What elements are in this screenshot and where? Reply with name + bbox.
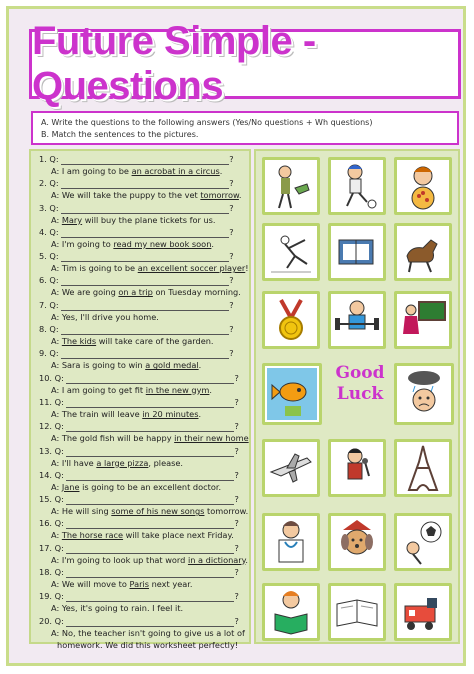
question-label: Q: bbox=[49, 324, 59, 335]
answer-underlined: a gold medal bbox=[145, 360, 199, 371]
title-box bbox=[29, 19, 461, 108]
question-item bbox=[39, 591, 243, 615]
question-line: 4. Q: ? bbox=[39, 226, 234, 237]
question-label: Q: bbox=[49, 226, 59, 237]
rain-man-icon bbox=[394, 363, 454, 425]
question-line: 9. Q: ? bbox=[39, 348, 234, 359]
question-label: Q: bbox=[49, 348, 59, 359]
question-line: 13. Q: ? bbox=[39, 445, 239, 456]
answer-line bbox=[39, 578, 243, 590]
item-number: 5. bbox=[39, 251, 47, 262]
answer-end: . bbox=[209, 384, 213, 395]
item-number: 19. bbox=[39, 591, 53, 602]
item-number: 6. bbox=[39, 275, 47, 286]
gym-man-icon bbox=[328, 291, 386, 349]
answer-blank[interactable] bbox=[61, 253, 229, 262]
item-number: 17. bbox=[39, 542, 53, 553]
question-label: Q: bbox=[49, 154, 59, 164]
question-item bbox=[39, 397, 243, 421]
answer-text: A: bbox=[51, 214, 62, 225]
answer-end: is going to be an excellent doctor. bbox=[79, 481, 222, 492]
question-label: Q: bbox=[54, 615, 64, 626]
question-line: 2. Q: ? bbox=[39, 178, 234, 189]
question-item bbox=[39, 203, 243, 227]
answer-blank[interactable] bbox=[66, 472, 234, 481]
answer-blank[interactable] bbox=[61, 350, 229, 359]
answer-end: will take care of the garden. bbox=[96, 336, 214, 347]
doctor-icon bbox=[262, 513, 320, 571]
answer-end: will take place next Friday. bbox=[123, 530, 234, 541]
answer-underlined: an acrobat in a circus bbox=[131, 166, 220, 176]
answer-underlined: an excellent soccer player bbox=[137, 263, 246, 274]
item-number: 15. bbox=[39, 494, 53, 505]
question-line: 11. Q: ? bbox=[39, 396, 239, 407]
answer-underlined: Mary bbox=[61, 214, 83, 225]
answer-line bbox=[39, 286, 243, 298]
question-label: Q: bbox=[54, 518, 64, 529]
answer-line bbox=[39, 189, 243, 201]
question-item bbox=[39, 567, 243, 591]
answer-underlined: on a trip bbox=[118, 287, 153, 298]
question-line: 19. Q: ? bbox=[39, 591, 239, 602]
question-label: Q: bbox=[54, 421, 64, 432]
answer-text: A: The train will leave bbox=[51, 408, 143, 419]
question-label: Q: bbox=[49, 299, 59, 310]
question-item bbox=[39, 227, 243, 251]
question-item bbox=[39, 251, 249, 275]
answer-blank[interactable] bbox=[61, 156, 229, 165]
acrobat-icon bbox=[262, 223, 320, 281]
question-line: 20. Q: ? bbox=[39, 615, 239, 626]
question-label: Q: bbox=[54, 494, 64, 505]
eiffel-tower-icon bbox=[394, 439, 452, 497]
answer-underlined: read my new book soon bbox=[113, 238, 212, 249]
answer-line bbox=[39, 408, 243, 420]
question-line: 16. Q: ? bbox=[39, 518, 239, 529]
question-item bbox=[39, 518, 243, 542]
question-item bbox=[39, 300, 243, 324]
answer-line bbox=[39, 554, 248, 566]
goldfish-icon bbox=[262, 363, 322, 425]
question-label: Q: bbox=[54, 567, 64, 578]
question-label: Q: bbox=[49, 275, 59, 286]
item-number: 16. bbox=[39, 518, 53, 529]
answer-end: . bbox=[238, 190, 242, 201]
item-number: 20. bbox=[39, 615, 53, 626]
question-label: Q: bbox=[54, 542, 64, 553]
train-icon bbox=[394, 583, 452, 641]
answer-underlined: some of his new songs bbox=[111, 506, 205, 517]
answer-underlined: in 20 minutes bbox=[142, 408, 199, 419]
answer-end: . bbox=[198, 360, 202, 371]
question-item bbox=[39, 615, 245, 650]
question-line: 7. Q: ? bbox=[39, 299, 234, 310]
questions-panel bbox=[29, 149, 251, 650]
answer-underlined: The kids bbox=[61, 336, 97, 347]
answer-line bbox=[39, 457, 243, 469]
answer-end: tomorrow. bbox=[204, 506, 249, 517]
puppy-icon bbox=[328, 513, 386, 571]
answer-blank[interactable] bbox=[66, 423, 234, 432]
answer-text: A: bbox=[51, 336, 62, 347]
question-line: 8. Q: ? bbox=[39, 324, 234, 335]
item-number: 4. bbox=[39, 226, 47, 237]
answer-end: will buy the plane tickets for us. bbox=[82, 214, 216, 225]
question-label: Q: bbox=[54, 591, 64, 602]
question-label: Q: bbox=[54, 469, 64, 480]
item-number: 11. bbox=[39, 396, 53, 407]
page-title: Future Simple - Questions bbox=[32, 19, 316, 108]
answer-text: A: I am going to get fit bbox=[51, 384, 146, 395]
question-line: 18. Q: ? bbox=[39, 567, 239, 578]
question-line: 14. Q: ? bbox=[39, 469, 239, 480]
good-luck-text bbox=[328, 363, 392, 419]
question-line: 1. Q: ? bbox=[39, 154, 234, 164]
question-line: 6. Q: ? bbox=[39, 275, 234, 286]
answer-end: on Tuesday morning. bbox=[152, 287, 241, 298]
answer-blank[interactable] bbox=[66, 375, 234, 384]
good-word: Good bbox=[335, 363, 385, 383]
answer-text: A: I am going to be bbox=[51, 166, 132, 176]
item-number: 14. bbox=[39, 469, 53, 480]
question-item bbox=[39, 178, 243, 202]
answer-line-2: homework. We did this worksheet perfectly! bbox=[57, 639, 239, 650]
answer-line bbox=[39, 335, 243, 347]
question-item bbox=[39, 324, 243, 348]
answer-blank[interactable] bbox=[66, 520, 234, 529]
answer-text: A: Tim is going to be bbox=[51, 263, 138, 274]
answer-text: A: No, the teacher isn't going to give us a lot of bbox=[51, 627, 245, 638]
answer-line bbox=[39, 602, 243, 614]
answer-text: A: Yes, it's going to rain. I feel it. bbox=[51, 603, 184, 614]
answer-line bbox=[39, 165, 243, 177]
item-number: 3. bbox=[39, 202, 47, 213]
soccer-boy-icon bbox=[328, 157, 386, 215]
book-icon bbox=[328, 223, 386, 281]
answer-line bbox=[39, 432, 249, 444]
answer-underlined: in the new gym bbox=[145, 384, 210, 395]
answer-end: . bbox=[211, 238, 214, 249]
answer-text: A: Sara is going to win bbox=[51, 360, 146, 371]
answer-underlined: a large pizza bbox=[96, 457, 149, 468]
luck-word: Luck bbox=[336, 384, 384, 404]
item-number: 2. bbox=[39, 178, 47, 189]
question-item bbox=[39, 421, 249, 445]
item-number: 9. bbox=[39, 348, 47, 359]
item-number: 18. bbox=[39, 567, 53, 578]
answer-blank[interactable] bbox=[61, 229, 229, 238]
answer-end: ! bbox=[245, 263, 249, 274]
answer-text: A: I'll have bbox=[51, 457, 97, 468]
item-number: 8. bbox=[39, 324, 47, 335]
question-label: Q: bbox=[49, 202, 59, 213]
singer-icon bbox=[328, 439, 386, 497]
answer-end: . bbox=[198, 408, 202, 419]
answer-text: A: He will sing bbox=[51, 506, 112, 517]
question-line: 17. Q: ? bbox=[39, 542, 239, 553]
gardener-icon bbox=[262, 157, 320, 215]
question-line: 3. Q: ? bbox=[39, 202, 234, 213]
pictures-panel bbox=[254, 149, 460, 644]
question-line: 5. Q: ? bbox=[39, 251, 234, 262]
answer-text: A: We will move to bbox=[51, 579, 130, 590]
answer-text: A: I'm going to look up that word bbox=[51, 554, 188, 565]
question-item bbox=[39, 348, 243, 372]
answer-underlined: in their new home bbox=[174, 433, 249, 444]
answer-blank[interactable] bbox=[66, 496, 234, 505]
teacher-board-icon bbox=[394, 291, 452, 349]
answer-blank[interactable] bbox=[66, 448, 234, 457]
answer-blank[interactable] bbox=[66, 618, 234, 627]
answer-end: . bbox=[245, 554, 248, 565]
question-label: Q: bbox=[54, 396, 64, 407]
answer-blank[interactable] bbox=[61, 205, 229, 214]
answer-blank[interactable] bbox=[61, 302, 229, 311]
soccer-ball-icon bbox=[394, 513, 452, 571]
worksheet bbox=[6, 6, 466, 666]
question-item bbox=[39, 494, 249, 518]
answer-line bbox=[39, 238, 243, 250]
answer-line bbox=[39, 262, 249, 274]
question-item bbox=[39, 470, 243, 494]
answer-blank[interactable] bbox=[61, 277, 229, 286]
answer-text: A: We will take the puppy to the vet bbox=[51, 190, 201, 201]
answer-text: A: bbox=[51, 481, 62, 492]
item-number: 13. bbox=[39, 445, 53, 456]
instruction-a: A. Write the questions to the following answers (Yes/No questions + Wh questions) bbox=[41, 118, 373, 127]
instructions-box bbox=[31, 111, 459, 145]
item-number: 7. bbox=[39, 299, 47, 310]
answer-line bbox=[39, 505, 249, 517]
answer-line bbox=[39, 214, 243, 226]
question-item bbox=[39, 373, 243, 397]
item-number: 1. bbox=[39, 154, 47, 164]
question-line: 10. Q: ? bbox=[39, 372, 239, 383]
dictionary-icon bbox=[328, 583, 386, 641]
answer-end: next year. bbox=[149, 579, 193, 590]
item-number: 12. bbox=[39, 421, 53, 432]
answer-underlined: The horse race bbox=[61, 530, 124, 541]
answer-text: A: We are going bbox=[51, 287, 119, 298]
answer-blank[interactable] bbox=[61, 180, 229, 189]
answer-line bbox=[39, 384, 243, 396]
answer-line bbox=[39, 627, 243, 639]
instruction-b: B. Match the sentences to the pictures. bbox=[41, 130, 199, 139]
answer-underlined: in a dictionary bbox=[187, 554, 246, 565]
answer-blank[interactable] bbox=[66, 569, 234, 578]
answer-line bbox=[39, 359, 243, 371]
reading-child-icon bbox=[262, 583, 320, 641]
question-label: Q: bbox=[49, 178, 59, 189]
question-item bbox=[39, 542, 248, 567]
horse-icon bbox=[394, 223, 452, 281]
question-item bbox=[39, 275, 243, 299]
answer-blank[interactable] bbox=[61, 326, 229, 335]
answer-underlined: tomorrow bbox=[200, 190, 239, 201]
answer-text: A: Yes, I'll drive you home. bbox=[51, 311, 159, 322]
answer-blank[interactable] bbox=[66, 545, 234, 554]
question-line: 15. Q: ? bbox=[39, 494, 239, 505]
question-line: 12. Q: ? bbox=[39, 421, 239, 432]
answer-line bbox=[39, 529, 243, 541]
question-label: Q: bbox=[54, 445, 64, 456]
answer-line bbox=[39, 311, 243, 323]
item-number: 10. bbox=[39, 372, 53, 383]
question-label: Q: bbox=[49, 251, 59, 262]
pizza-boy-icon bbox=[394, 157, 452, 215]
answer-underlined: Paris bbox=[129, 579, 149, 590]
answer-end: , please. bbox=[148, 457, 184, 468]
answer-text: A: The gold fish will be happy bbox=[51, 433, 175, 444]
airplane-icon bbox=[262, 439, 320, 497]
answer-blank[interactable] bbox=[66, 399, 234, 408]
answer-text: A: bbox=[51, 530, 62, 541]
question-item bbox=[39, 446, 243, 470]
answer-end: . bbox=[219, 166, 223, 176]
answer-blank[interactable] bbox=[66, 593, 234, 602]
answer-underlined: Jane bbox=[61, 481, 80, 492]
question-item bbox=[39, 154, 243, 178]
answer-text: A: I'm going to bbox=[51, 238, 114, 249]
gold-medal-icon bbox=[262, 291, 320, 349]
question-label: Q: bbox=[54, 372, 64, 383]
answer-line bbox=[39, 481, 243, 493]
